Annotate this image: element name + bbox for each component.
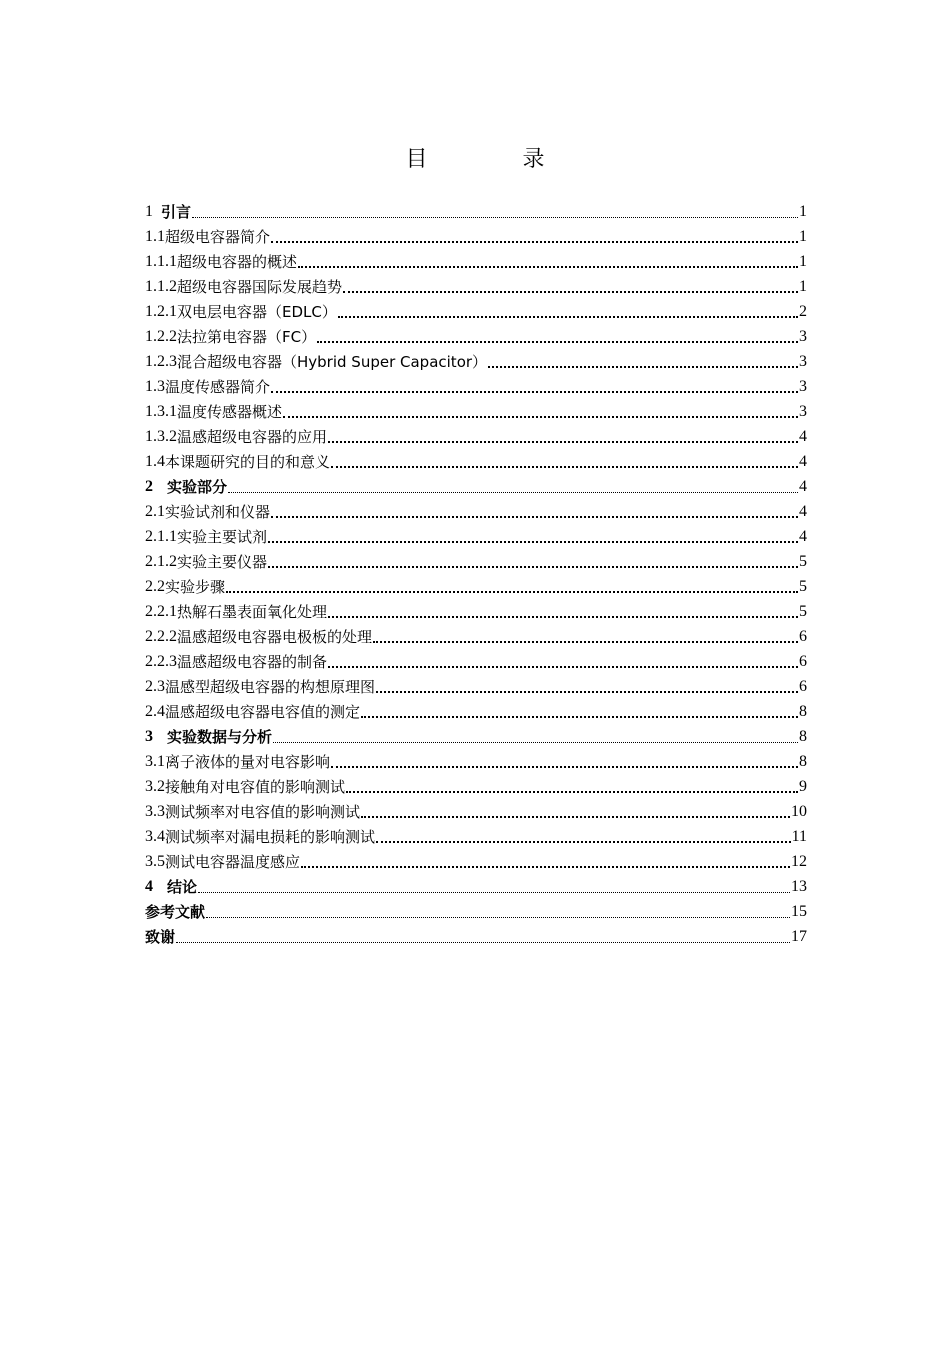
toc-dot-leader	[376, 684, 798, 694]
toc-entry-title: 实验部分	[167, 478, 228, 496]
toc-page-number: 6	[799, 653, 807, 670]
toc-entry[interactable]	[145, 348, 807, 373]
toc-entry[interactable]	[145, 623, 807, 648]
toc-entry-title: 参考文献	[145, 903, 206, 921]
toc-entry-title: 法拉第电容器（FC）	[177, 328, 317, 346]
toc-entry-title: 测试电容器温度感应	[165, 853, 301, 871]
toc-page-number: 8	[799, 703, 807, 720]
toc-entry-number: 2.2	[145, 578, 165, 595]
toc-page-number: 4	[799, 503, 807, 520]
toc-entry-title: 实验数据与分析	[167, 728, 273, 746]
toc-entry[interactable]	[145, 698, 807, 723]
toc-page-number: 4	[799, 478, 807, 495]
toc-dot-leader	[271, 509, 798, 519]
toc-entry[interactable]	[145, 823, 807, 848]
toc-page-number: 2	[799, 303, 807, 320]
toc-page-number: 13	[791, 878, 807, 895]
toc-entry-title: 温感超级电容器的应用	[177, 428, 328, 446]
toc-page-number: 4	[799, 453, 807, 470]
toc-entry[interactable]	[145, 373, 807, 398]
table-of-contents	[145, 198, 807, 948]
toc-dot-leader	[198, 884, 790, 894]
toc-page-number: 5	[799, 553, 807, 570]
toc-dot-leader	[192, 209, 798, 219]
toc-dot-leader	[317, 334, 798, 344]
toc-entry[interactable]	[145, 848, 807, 873]
toc-dot-leader	[226, 584, 798, 594]
toc-entry-title: 引言	[161, 203, 192, 221]
toc-entry-title: 超级电容器国际发展趋势	[177, 278, 343, 296]
toc-entry[interactable]	[145, 898, 807, 923]
toc-page-number: 3	[799, 378, 807, 395]
toc-page-number: 3	[799, 328, 807, 345]
toc-dot-leader	[271, 234, 798, 244]
toc-entry-title: 致谢	[145, 928, 176, 946]
toc-entry-number: 1.3	[145, 378, 165, 395]
toc-dot-leader	[338, 309, 798, 319]
toc-dot-leader	[361, 709, 798, 719]
toc-entry-title: 温感超级电容器电容值的测定	[165, 703, 361, 721]
toc-page-number: 10	[791, 803, 807, 820]
toc-page-number: 8	[799, 728, 807, 745]
toc-page-number: 5	[799, 578, 807, 595]
toc-page-number: 17	[791, 928, 807, 945]
toc-page-number: 11	[791, 828, 807, 845]
toc-entry-title: 温感型超级电容器的构想原理图	[165, 678, 376, 696]
toc-dot-leader	[206, 909, 790, 919]
toc-entry-number: 1.3.1	[145, 403, 177, 420]
toc-entry-number: 3.2	[145, 778, 165, 795]
toc-entry-number: 2.2.3	[145, 653, 177, 670]
toc-dot-leader	[228, 484, 798, 494]
toc-dot-leader	[176, 934, 790, 944]
toc-dot-leader	[346, 784, 798, 794]
toc-entry[interactable]	[145, 923, 807, 948]
toc-page-number: 9	[799, 778, 807, 795]
toc-entry[interactable]	[145, 398, 807, 423]
toc-entry-number: 1.1.2	[145, 278, 177, 295]
toc-entry-title: 测试频率对电容值的影响测试	[165, 803, 361, 821]
toc-dot-leader	[331, 759, 798, 769]
toc-entry[interactable]	[145, 248, 807, 273]
toc-entry[interactable]	[145, 598, 807, 623]
toc-entry-number: 1	[145, 203, 153, 220]
toc-entry-number: 1.4	[145, 453, 165, 470]
toc-entry[interactable]	[145, 273, 807, 298]
toc-dot-leader	[271, 384, 798, 394]
toc-entry[interactable]	[145, 198, 807, 223]
toc-entry-title: 实验步骤	[165, 578, 226, 596]
toc-entry[interactable]	[145, 498, 807, 523]
toc-entry-number: 3.4	[145, 828, 165, 845]
toc-entry[interactable]	[145, 223, 807, 248]
toc-entry[interactable]	[145, 448, 807, 473]
toc-dot-leader	[328, 609, 798, 619]
toc-entry-title: 测试频率对漏电损耗的影响测试	[165, 828, 376, 846]
toc-entry[interactable]	[145, 773, 807, 798]
toc-page-number: 1	[799, 228, 807, 245]
toc-entry[interactable]	[145, 673, 807, 698]
toc-entry-title: 本课题研究的目的和意义	[165, 453, 331, 471]
toc-page-number: 8	[799, 753, 807, 770]
toc-entry-number: 2.2.1	[145, 603, 177, 620]
toc-entry[interactable]	[145, 523, 807, 548]
toc-dot-leader	[361, 809, 790, 819]
toc-dot-leader	[328, 434, 798, 444]
toc-entry-number: 1.2.3	[145, 353, 177, 370]
toc-dot-leader	[268, 534, 798, 544]
toc-page-number: 1	[799, 278, 807, 295]
toc-entry[interactable]	[145, 323, 807, 348]
toc-dot-leader	[298, 259, 798, 269]
toc-page-number: 6	[799, 678, 807, 695]
toc-entry-title: 离子液体的量对电容影响	[165, 753, 331, 771]
toc-page-number: 15	[791, 903, 807, 920]
toc-entry-number: 2.1	[145, 503, 165, 520]
toc-entry-title: 温感超级电容器的制备	[177, 653, 328, 671]
toc-entry-title: 接触角对电容值的影响测试	[165, 778, 346, 796]
toc-entry[interactable]	[145, 873, 807, 898]
toc-entry-title: 超级电容器的概述	[177, 253, 298, 271]
toc-dot-leader	[273, 734, 798, 744]
toc-entry[interactable]	[145, 573, 807, 598]
toc-dot-leader	[376, 834, 791, 844]
toc-entry-number: 3.3	[145, 803, 165, 820]
toc-entry-number: 3	[145, 728, 153, 745]
toc-entry-title: 双电层电容器（EDLC）	[177, 303, 337, 321]
toc-entry-number: 1.1.1	[145, 253, 177, 270]
toc-entry-title: 温度传感器简介	[165, 378, 271, 396]
toc-entry-title: 温感超级电容器电极板的处理	[177, 628, 373, 646]
toc-entry-title: 实验试剂和仪器	[165, 503, 271, 521]
toc-entry[interactable]	[145, 798, 807, 823]
toc-dot-leader	[373, 634, 798, 644]
toc-entry[interactable]	[145, 548, 807, 573]
toc-entry-number: 2.4	[145, 703, 165, 720]
toc-entry-number: 2	[145, 478, 153, 495]
toc-dot-leader	[331, 459, 798, 469]
toc-entry-title: 热解石墨表面氧化处理	[177, 603, 328, 621]
toc-page-number: 1	[799, 253, 807, 270]
toc-entry[interactable]	[145, 423, 807, 448]
toc-entry[interactable]	[145, 298, 807, 323]
toc-title: 目 录	[405, 147, 589, 172]
toc-entry-title: 超级电容器简介	[165, 228, 271, 246]
toc-page-number: 12	[791, 853, 807, 870]
toc-entry-title: 实验主要仪器	[177, 553, 268, 571]
toc-entry[interactable]	[145, 748, 807, 773]
toc-entry-number: 2.1.2	[145, 553, 177, 570]
toc-page-number: 1	[799, 203, 807, 220]
toc-entry[interactable]	[145, 648, 807, 673]
toc-dot-leader	[328, 659, 798, 669]
toc-entry-title: 结论	[167, 878, 198, 896]
toc-entry-number: 1.3.2	[145, 428, 177, 445]
toc-entry-title: 混合超级电容器（Hybrid Super Capacitor）	[177, 353, 488, 371]
toc-dot-leader	[283, 409, 798, 419]
toc-entry-number: 2.3	[145, 678, 165, 695]
toc-page-number: 3	[799, 403, 807, 420]
toc-entry-title: 温度传感器概述	[177, 403, 283, 421]
toc-entry-number: 4	[145, 878, 153, 895]
toc-entry-number: 1.2.1	[145, 303, 177, 320]
toc-dot-leader	[268, 559, 798, 569]
toc-page-number: 4	[799, 428, 807, 445]
toc-entry-number: 3.5	[145, 853, 165, 870]
toc-entry-number: 3.1	[145, 753, 165, 770]
toc-page-number: 3	[799, 353, 807, 370]
toc-entry-number: 2.1.1	[145, 528, 177, 545]
toc-entry[interactable]	[145, 723, 807, 748]
toc-dot-leader	[343, 284, 798, 294]
toc-entry-number: 2.2.2	[145, 628, 177, 645]
toc-page-number: 4	[799, 528, 807, 545]
toc-entry-title: 实验主要试剂	[177, 528, 268, 546]
toc-entry-number: 1.2.2	[145, 328, 177, 345]
toc-entry-number: 1.1	[145, 228, 165, 245]
toc-page-number: 6	[799, 628, 807, 645]
toc-dot-leader	[488, 359, 798, 369]
toc-dot-leader	[301, 859, 790, 869]
toc-page-number: 5	[799, 603, 807, 620]
toc-entry[interactable]	[145, 473, 807, 498]
